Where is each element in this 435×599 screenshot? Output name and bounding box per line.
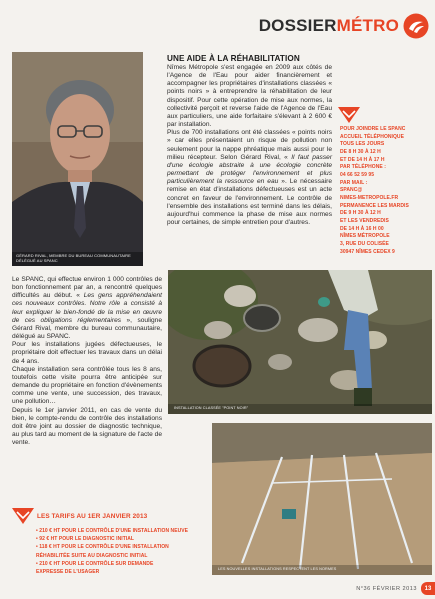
page-number: 13 (421, 582, 435, 595)
issue-label: N°36 FÉVRIER 2013 (356, 585, 417, 592)
portrait-photo (12, 52, 143, 266)
list-item: EXPRESSE DE L'USAGER (36, 569, 100, 576)
nimes-metropole-logo-icon (403, 13, 429, 39)
tarifs-box (12, 508, 208, 576)
list-item: • 118 € HT POUR LE CONTRÔLE D'UNE INSTALLATION (36, 544, 169, 551)
photo-caption: LES NOUVELLES INSTALLATIONS RESPECTENT LES NORMES (218, 567, 337, 571)
article-title: UNE AIDE À LA RÉHABILITATION (167, 54, 300, 63)
list-item: • 210 € HT POUR LE CONTRÔLE SUR DEMANDE (36, 560, 154, 567)
portrait-caption: GÉRARD RIVAL, MEMBRE DU BUREAU COMMUNAUTAIRE DÉLÉGUÉ AU SPANC (16, 253, 131, 263)
contact-sidebar (340, 107, 428, 256)
photo-caption: INSTALLATION CLASSÉE "POINT NOIR" (174, 406, 249, 410)
list-item: • 210 € HT POUR LE CONTRÔLE D'UNE INSTALLATION NEUVE (36, 528, 189, 534)
tarifs-list (12, 527, 208, 576)
article-paragraph: Le SPANC, qui effectue environ 1 000 contrôles de bon fonctionnement par an, a rencontré quelques difficultés au début. « Les gens appréhendaient ces nouveaux contrôles. Notre rôle a consisté à leur expliquer le bien-fondé de la mise en œuvre de ces obligations réglementaires », souligne Gérard Rival, membre du bureau communautaire, délégué au SPANC. (12, 276, 163, 341)
triangle-arrow-icon (338, 107, 360, 123)
contact-email: NIMES-METROPOLE.FR (340, 194, 399, 201)
section-header (259, 12, 429, 40)
page-footer (356, 582, 435, 595)
article-paragraph: Depuis le 1er janvier 2011, en cas de vente du bien, le compte-rendu de contrôle des installations doit être joint au dossier de diagnostic technique, au plus tard au moment de la signature de l'acte de vente. (12, 406, 162, 447)
triangle-arrow-icon (12, 508, 34, 524)
portrait-illustration (12, 52, 143, 266)
article-right-column (167, 64, 332, 227)
article-left-column (12, 276, 162, 447)
tarifs-title: LES TARIFS AU 1ER JANVIER 2013 (37, 512, 148, 520)
section-title: DOSSIERMÉTRO (258, 16, 399, 35)
photo-point-noir-illustration (168, 270, 432, 414)
list-item: • 92 € HT POUR LE DIAGNOSTIC INITIAL (36, 536, 135, 543)
contact-info: POUR JOINDRE LE SPANC ACCUEIL TÉLÉPHONIQUE TOUS LES JOURS DE 8 H 30 À 12 H ET DE 14 H À 17 H PAR TÉLÉPHONE : 04 66 52 59 95 PAR MAIL : SPANC@ NIMES-METROPOLE.FR PERMANENCE LES MARDIS DE 9 H 30 À 12 H ET LES VENDREDIS DE 14 H À 16 H 00 NÎMES MÉTROPOLE 3, RUE DU COLISÉE 30947 NÎMES CEDEX 9 (340, 126, 428, 256)
article-paragraph: Plus de 700 installations ont été classées « points noirs » car elles présentaient un risque de pollution non seulement pour la nappe phréatique mais aussi pour le milieu récepteur. Selon Gérard Rival, « Il faut passer d'une écologie abstraite à une écologie concrète permettant de protéger l'environnement et plus particulièrement la ressource en eau ». Le nécessaire remise en état d'installations défectueuses est un acte concret en faveur de l'environnement. Le contrôle de l'ensemble des installations est terminé dans les délais, aujourd'hui commence la phase de mise aux normes pour certaines, de simple entretien pour d'autres. (167, 129, 333, 226)
photo-nouvelles-installations-illustration (212, 423, 432, 575)
article-paragraph: Chaque installation sera contrôlée tous les 8 ans, toutefois cette visite pourra être anticipée sur demande du propriétaire en fonction d'évènements comme une vente, une succession, des travaux, une pollution… (12, 365, 162, 406)
contact-email: SPANC@ (340, 187, 363, 194)
article-paragraph: Nîmes Métropole s'est engagée en 2009 aux côtés de l'Agence de l'Eau pour aider financièrement et accompagner les propriétaires d'installations classées « points noirs » à entreprendre la réhabilitation de leur dispositif. Pour cette opération de mise aux normes, la collectivité perçoit et reverse l'aide de l'Agence de l'Eau aux particuliers, une aide forfaitaire s'élevant à 2 600 € par installation. (167, 64, 332, 129)
list-item: RÉHABILITÉE SUITE AU DIAGNOSTIC INITIAL (36, 552, 148, 559)
photo-nouvelles-installations (212, 423, 432, 575)
contact-phone: 04 66 52 59 95 (340, 171, 375, 178)
tarifs-header (12, 508, 208, 524)
article-paragraph: Pour les installations jugées défectueuses, le propriétaire doit effectuer les travaux dans un délai de 4 ans. (12, 341, 162, 365)
photo-point-noir (168, 270, 432, 414)
